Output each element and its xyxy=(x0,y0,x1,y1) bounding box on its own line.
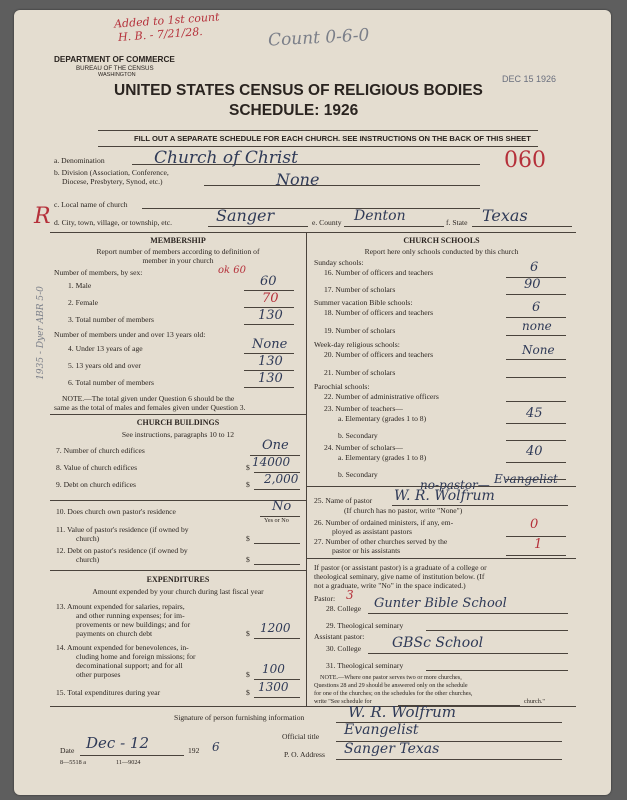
added-note-line1: Added to 1st count xyxy=(113,10,220,31)
q23-label: 23. Number of teachers— xyxy=(324,404,403,413)
q15-dollar: $ xyxy=(246,688,250,697)
divider xyxy=(98,146,538,147)
section-divider xyxy=(50,500,306,501)
q13-label-2: and other running expenses; for im- xyxy=(76,611,185,620)
section-divider xyxy=(50,570,306,571)
division-label: b. Division (Association, Conference, xyxy=(54,168,169,177)
q24-label: 24. Number of scholars— xyxy=(324,443,403,452)
q19-line xyxy=(506,335,566,336)
q20-line xyxy=(506,359,566,360)
county-line xyxy=(344,226,444,227)
city-label: d. City, town, village, or township, etc. xyxy=(54,218,173,227)
q29-line xyxy=(426,630,568,631)
q23a-label: a. Elementary (grades 1 to 8) xyxy=(338,414,427,423)
q24a-value: 40 xyxy=(526,444,543,459)
q11-line xyxy=(254,543,300,544)
divider xyxy=(98,130,538,131)
q16-label: 16. Number of officers and teachers xyxy=(324,268,434,277)
q13-label-3: provements or new buildings; and for xyxy=(76,620,191,629)
q11-dollar: $ xyxy=(246,534,250,543)
signature-value: W. R. Wolfrum xyxy=(348,703,456,721)
evangelist-note: Evangelist xyxy=(494,472,558,486)
state-label: f. State xyxy=(446,218,468,227)
q31-label: 31. Theological seminary xyxy=(326,661,404,670)
q23a-line xyxy=(506,423,566,424)
bureau-name: BUREAU OF THE CENSUS xyxy=(76,65,154,72)
year-value: 6 xyxy=(212,740,220,754)
q27-line xyxy=(506,555,566,556)
address-value: Sanger Texas xyxy=(344,741,440,757)
membership-heading: MEMBERSHIP xyxy=(150,236,206,245)
pastor-note4: write "See schedule for xyxy=(314,698,372,705)
q28-value: Gunter Bible School xyxy=(374,596,507,611)
expenditures-heading: EXPENDITURES xyxy=(146,575,210,584)
q26-value: 0 xyxy=(530,517,539,532)
q11-label: 11. Value of pastor's residence (if owned by xyxy=(56,525,189,534)
frame-bottom xyxy=(50,706,576,707)
pastor-note5: church." xyxy=(524,698,545,705)
membership-sub2: member in your church xyxy=(142,256,214,265)
q15-line xyxy=(254,697,300,698)
q9-value: 2,000 xyxy=(264,472,299,486)
membership-note2: same as the total of males and females given under Question 3. xyxy=(54,403,246,412)
division-label-2: Diocese, Presbytery, Synod, etc.) xyxy=(62,177,163,186)
q6-line xyxy=(244,387,294,388)
date-stamp: DEC 15 1926 xyxy=(502,74,557,84)
q11-label-2: church) xyxy=(76,534,100,543)
q13-label-4: payments on church debt xyxy=(76,629,153,638)
q24a-line xyxy=(506,462,566,463)
q19-label: 19. Number of scholars xyxy=(324,326,396,335)
form-title: UNITED STATES CENSUS OF RELIGIOUS BODIES xyxy=(114,82,483,99)
division-line xyxy=(204,185,480,186)
q18-line xyxy=(506,317,566,318)
q14-label: 14. Amount expended for benevolences, in- xyxy=(56,643,189,652)
q20-label: 20. Number of officers and teachers xyxy=(324,350,434,359)
schedule-title: SCHEDULE: 1926 xyxy=(229,102,359,119)
state-line xyxy=(472,226,572,227)
membership-note1: NOTE.—The total given under Question 6 should be the xyxy=(62,394,235,403)
by-sex-label: Number of members, by sex: xyxy=(54,268,143,277)
ok-note: ok 60 xyxy=(218,265,246,276)
q8-value: 14000 xyxy=(252,455,291,469)
local-name-label: c. Local name of church xyxy=(54,200,128,209)
year-prefix: 192 xyxy=(188,746,200,755)
q10-label: 10. Does church own pastor's residence xyxy=(56,507,176,516)
column-divider xyxy=(306,232,307,706)
official-title-label: Official title xyxy=(282,732,320,741)
form-number-2: 11—9024 xyxy=(116,759,141,766)
section-divider xyxy=(50,414,306,415)
institution-inst3: not a graduate, write "No" in the space indicated.) xyxy=(314,581,466,590)
date-label: Date xyxy=(60,746,75,755)
institution-inst1: If pastor (or assistant pastor) is a graduate of a college or xyxy=(314,563,487,572)
q23b-line xyxy=(506,440,566,441)
q5-label: 5. 13 years old and over xyxy=(68,361,141,370)
q21-label: 21. Number of scholars xyxy=(324,368,396,377)
q26-label-2: ployed as assistant pastors xyxy=(332,527,412,536)
q6-value: 130 xyxy=(258,371,283,386)
date-value: Dec - 12 xyxy=(86,734,149,752)
q21-line xyxy=(506,377,566,378)
q8-label: 8. Value of church edifices xyxy=(56,463,138,472)
form-number: 8—5518 a xyxy=(60,759,86,766)
q28-label: 28. College xyxy=(326,604,362,613)
state-value: Texas xyxy=(482,206,528,225)
q13-dollar: $ xyxy=(246,629,250,638)
q30-label: 30. College xyxy=(326,644,362,653)
denomination-label: a. Denomination xyxy=(54,156,105,165)
q1-label: 1. Male xyxy=(68,281,92,290)
count-note: Count 0-6-0 xyxy=(267,25,370,51)
r-mark: R xyxy=(34,204,51,229)
local-name-line xyxy=(142,208,480,209)
q7-value: One xyxy=(262,438,289,453)
q1-value: 60 xyxy=(260,274,277,289)
q25-value: W. R. Wolfrum xyxy=(394,488,495,504)
q27-label: 27. Number of other churches served by the xyxy=(314,537,448,546)
sunday-label: Sunday schools: xyxy=(314,258,364,267)
county-label: e. County xyxy=(312,218,342,227)
q7-label: 7. Number of church edifices xyxy=(56,446,145,455)
q27-value: 1 xyxy=(534,537,543,552)
q25-label: 25. Name of pastor xyxy=(314,496,373,505)
q6-label: 6. Total number of members xyxy=(68,378,155,387)
q23b-label: b. Secondary xyxy=(338,431,378,440)
signature-label: Signature of person furnishing information xyxy=(174,713,305,722)
q12-line xyxy=(254,564,300,565)
q25-note: (If church has no pastor, write "None") xyxy=(344,506,463,515)
summer-label: Summer vacation Bible schools: xyxy=(314,298,413,307)
q15-value: 1300 xyxy=(258,680,289,694)
asst-label: Assistant pastor: xyxy=(314,632,365,641)
q29-label: 29. Theological seminary xyxy=(326,621,404,630)
q22-line xyxy=(506,401,566,402)
q17-line xyxy=(506,294,566,295)
address-label: P. O. Address xyxy=(284,750,325,759)
city-value: Sanger xyxy=(216,206,275,225)
q3-label: 3. Total number of members xyxy=(68,315,155,324)
q14-label-2: cluding home and foreign missions; for xyxy=(76,652,196,661)
q14-value: 100 xyxy=(262,662,285,676)
pastor-note1: NOTE.—Where one pastor serves two or more churches, xyxy=(320,674,462,681)
q4-value: None xyxy=(252,337,288,352)
buildings-heading: CHURCH BUILDINGS xyxy=(136,418,220,427)
q23a-value: 45 xyxy=(526,406,543,421)
q24a-label: a. Elementary (grades 1 to 8) xyxy=(338,453,427,462)
q9-dollar: $ xyxy=(246,480,250,489)
q16-value: 6 xyxy=(530,260,539,275)
q9-label: 9. Debt on church edifices xyxy=(56,480,136,489)
q14-dollar: $ xyxy=(246,670,250,679)
city-name: WASHINGTON xyxy=(98,72,136,78)
schools-heading: CHURCH SCHOOLS xyxy=(403,236,480,245)
pastor-label: Pastor: xyxy=(314,594,336,603)
q22-label: 22. Number of administrative officers xyxy=(324,392,439,401)
parochial-label: Parochial schools: xyxy=(314,382,370,391)
denomination-value: Church of Christ xyxy=(154,148,298,168)
q19-value: none xyxy=(522,319,552,333)
schools-sub: Report here only schools conducted by this church xyxy=(364,247,519,256)
frame-top xyxy=(50,232,576,233)
q27-label-2: pastor or his assistants xyxy=(332,546,401,555)
instruction-line: FILL OUT A SEPARATE SCHEDULE FOR EACH CHURCH. SEE INSTRUCTIONS ON THE BACK OF THIS SHEET xyxy=(134,134,531,143)
q24b-label: b. Secondary xyxy=(338,470,378,479)
q20-value: None xyxy=(522,343,555,357)
official-title-value: Evangelist xyxy=(344,722,419,738)
q2-label: 2. Female xyxy=(68,298,98,307)
census-form xyxy=(14,10,611,795)
county-value: Denton xyxy=(354,208,406,224)
age-label: Number of members under and over 13 years old: xyxy=(54,330,206,339)
q2-value: 70 xyxy=(262,291,279,306)
q13-line xyxy=(254,638,300,639)
q13-label: 13. Amount expended for salaries, repairs, xyxy=(56,602,185,611)
division-value: None xyxy=(276,170,320,189)
institution-inst2: theological seminary, give name of institution below. (If xyxy=(314,572,485,581)
q5-value: 130 xyxy=(258,354,283,369)
q4-label: 4. Under 13 years of age xyxy=(68,344,143,353)
q18-value: 6 xyxy=(532,300,541,315)
section-divider xyxy=(307,558,576,559)
q3-line xyxy=(244,324,294,325)
q9-line xyxy=(254,489,300,490)
q31-line xyxy=(426,670,568,671)
q8-dollar: $ xyxy=(246,463,250,472)
q12-label: 12. Debt on pastor's residence (if owned by xyxy=(56,546,188,555)
q12-label-2: church) xyxy=(76,555,100,564)
q26-label: 26. Number of ordained ministers, if any, em- xyxy=(314,518,454,527)
q17-value: 90 xyxy=(524,277,541,292)
yes-no-hint: Yes or No xyxy=(264,517,289,524)
margin-note: 1935 - Dyer ABR 5-0 xyxy=(35,286,46,380)
weekday-label: Week-day religious schools: xyxy=(314,340,400,349)
q10-value: No xyxy=(272,499,292,514)
no-pastor-note: no-pastor— xyxy=(420,478,490,492)
q15-label: 15. Total expenditures during year xyxy=(56,688,161,697)
membership-sub1: Report number of members according to definition of xyxy=(96,247,260,256)
added-note-line2: H. B. - 7/21/28. xyxy=(117,25,204,44)
q30-line xyxy=(368,653,568,654)
q18-label: 18. Number of officers and teachers xyxy=(324,308,434,317)
q3-value: 130 xyxy=(258,308,283,323)
date-line xyxy=(80,755,184,756)
red-code: 060 xyxy=(504,148,546,173)
expenditures-sub: Amount expended by your church during last fiscal year xyxy=(92,587,264,596)
q17-label: 17. Number of scholars xyxy=(324,285,396,294)
pastor-note3: for one of the churches; on the schedules for the other churches, xyxy=(314,690,473,697)
buildings-sub: See instructions, paragraphs 10 to 12 xyxy=(121,430,235,439)
dept-name: DEPARTMENT OF COMMERCE xyxy=(54,55,175,64)
q14-label-4: other purposes xyxy=(76,670,121,679)
address-line xyxy=(336,759,562,760)
pastor-note2: Questions 28 and 29 should be answered only on the schedule xyxy=(314,682,468,689)
city-line xyxy=(208,226,308,227)
q30-value: GBSc School xyxy=(392,635,484,651)
pastor-num: 3 xyxy=(346,588,354,602)
q13-value: 1200 xyxy=(260,621,291,635)
q28-line xyxy=(368,613,568,614)
q12-dollar: $ xyxy=(246,555,250,564)
q14-label-3: decominational support; and for all xyxy=(76,661,183,670)
